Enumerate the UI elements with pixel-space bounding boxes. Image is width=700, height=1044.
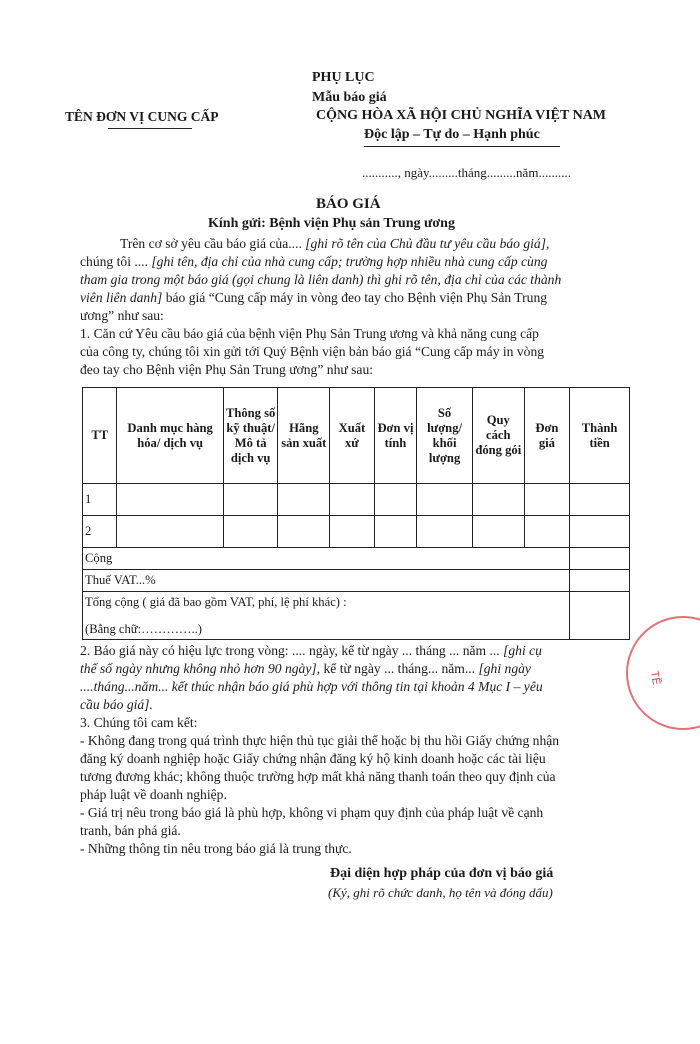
document-title: BÁO GIÁ bbox=[316, 196, 381, 212]
vat-row bbox=[83, 570, 630, 592]
cell-pack[interactable] bbox=[472, 484, 524, 516]
col-header-item: Danh mục hàng hóa/ dịch vụ bbox=[117, 388, 223, 484]
table-row bbox=[83, 484, 630, 516]
cell-pack[interactable] bbox=[472, 516, 524, 548]
table-row bbox=[83, 516, 630, 548]
cell-maker[interactable] bbox=[278, 484, 330, 516]
subtotal-label: Cộng bbox=[83, 548, 570, 570]
appendix-heading: PHỤ LỤC bbox=[312, 70, 375, 85]
cell-maker[interactable] bbox=[278, 516, 330, 548]
grand-total-value[interactable] bbox=[570, 592, 630, 640]
amount-in-words: (Bằng chữ:…………..) bbox=[85, 621, 203, 636]
cell-item[interactable] bbox=[117, 484, 223, 516]
vat-value[interactable] bbox=[570, 570, 630, 592]
cell-total[interactable] bbox=[570, 484, 630, 516]
grand-total-label: Tổng cộng ( giá đã bao gồm VAT, phí, lệ phí khác) : (Bằng chữ:…………..) bbox=[83, 592, 570, 640]
col-header-tt: TT bbox=[83, 388, 117, 484]
motto-underline bbox=[364, 146, 560, 147]
recipient-line: Kính gửi: Bệnh viện Phụ sản Trung ương bbox=[208, 216, 455, 231]
col-header-pack: Quy cách đóng gói bbox=[472, 388, 524, 484]
col-header-spec: Thông số kỹ thuật/ Mô tả dịch vụ bbox=[223, 388, 278, 484]
col-header-total: Thành tiền bbox=[570, 388, 630, 484]
subtotal-value[interactable] bbox=[570, 548, 630, 570]
cell-qty[interactable] bbox=[417, 484, 473, 516]
cell-origin[interactable] bbox=[330, 516, 375, 548]
quote-table bbox=[82, 387, 630, 640]
national-motto: Độc lập – Tự do – Hạnh phúc bbox=[364, 127, 540, 142]
col-header-maker: Hãng sản xuất bbox=[278, 388, 330, 484]
cell-unit[interactable] bbox=[374, 516, 417, 548]
signature-title: Đại diện hợp pháp của đơn vị báo giá bbox=[330, 866, 554, 881]
intro-paragraph: Trên cơ sở yêu cầu báo giá của.... [ghi rõ tên của Chủ đầu tư yêu cầu báo giá], chúng tôi .... [ghi tên, địa chỉ của nhà cung cấp; trường hợp nhiều nhà cung cấp cùng tham gia trong một báo giá (gọi chung là liên danh) thì ghi rõ tên, địa chỉ của các thành viên liên danh] báo giá “Cung cấp máy in vòng đeo tay cho Bệnh viện Phụ Sản Trung ương” như sau: bbox=[80, 236, 562, 323]
col-header-unit: Đơn vị tính bbox=[374, 388, 417, 484]
section-2: 2. Báo giá này có hiệu lực trong vòng: .... ngày, kể từ ngày ... tháng ... năm ... [ghi cụ thể số ngày nhưng không nhỏ hơn 90 ngày], kể từ ngày ... tháng... năm... [ghi ngày ....tháng...năm... kết thúc nhận báo giá phù hợp với thông tin tại khoản 4 Mục I – yêu cầu báo giá]. bbox=[80, 643, 543, 712]
signature-note: (Ký, ghi rõ chức danh, họ tên và đóng dấu) bbox=[328, 885, 553, 900]
cell-price[interactable] bbox=[524, 516, 570, 548]
section-3: 3. Chúng tôi cam kết: - Không đang trong quá trình thực hiện thủ tục giải thể hoặc bị thu hồi Giấy chứng nhận đăng ký doanh nghiệp hoặc Giấy chứng nhận đăng ký hộ kinh doanh hoặc các tài liệu tương đương khác; không thuộc trường hợp mất khả năng thanh toán theo quy định của pháp luật về doanh nghiệp. - Giá trị nêu trong báo giá là phù hợp, không vi phạm quy định của pháp luật về cạnh tranh, bán phá giá. - Những thông tin nêu trong báo giá là trung thực. bbox=[80, 715, 560, 856]
col-header-qty: Số lượng/ khối lượng bbox=[417, 388, 473, 484]
cell-origin[interactable] bbox=[330, 484, 375, 516]
row-number: 1 bbox=[83, 484, 117, 516]
table-header-row bbox=[83, 388, 630, 484]
vat-label: Thuế VAT...% bbox=[83, 570, 570, 592]
country-name: CỘNG HÒA XÃ HỘI CHỦ NGHĨA VIỆT NAM bbox=[316, 108, 607, 123]
cell-unit[interactable] bbox=[374, 484, 417, 516]
date-line: ..........., ngày.........tháng.........năm.......... bbox=[362, 165, 571, 180]
section-1: 1. Căn cứ Yêu cầu báo giá của bệnh viện Phụ Sản Trung ương và khả năng cung cấp của công ty, chúng tôi xin gửi tới Quý Bệnh viện bản báo giá “Cung cấp máy in vòng đeo tay cho Bệnh viện Phụ Sản Trung ương” như sau: bbox=[80, 326, 545, 377]
cell-spec[interactable] bbox=[223, 516, 278, 548]
col-header-price: Đơn giá bbox=[524, 388, 570, 484]
cell-item[interactable] bbox=[117, 516, 223, 548]
supplier-unit: TÊN ĐƠN VỊ CUNG CẤP bbox=[65, 109, 219, 124]
cell-qty[interactable] bbox=[417, 516, 473, 548]
form-title: Mẫu báo giá bbox=[312, 90, 387, 105]
row-number: 2 bbox=[83, 516, 117, 548]
subtotal-row bbox=[83, 548, 630, 570]
cell-spec[interactable] bbox=[223, 484, 278, 516]
supplier-underline bbox=[108, 128, 192, 129]
grand-total-row bbox=[83, 592, 630, 640]
stamp-text: TỀ bbox=[647, 670, 663, 686]
col-header-origin: Xuất xứ bbox=[330, 388, 375, 484]
cell-price[interactable] bbox=[524, 484, 570, 516]
cell-total[interactable] bbox=[570, 516, 630, 548]
